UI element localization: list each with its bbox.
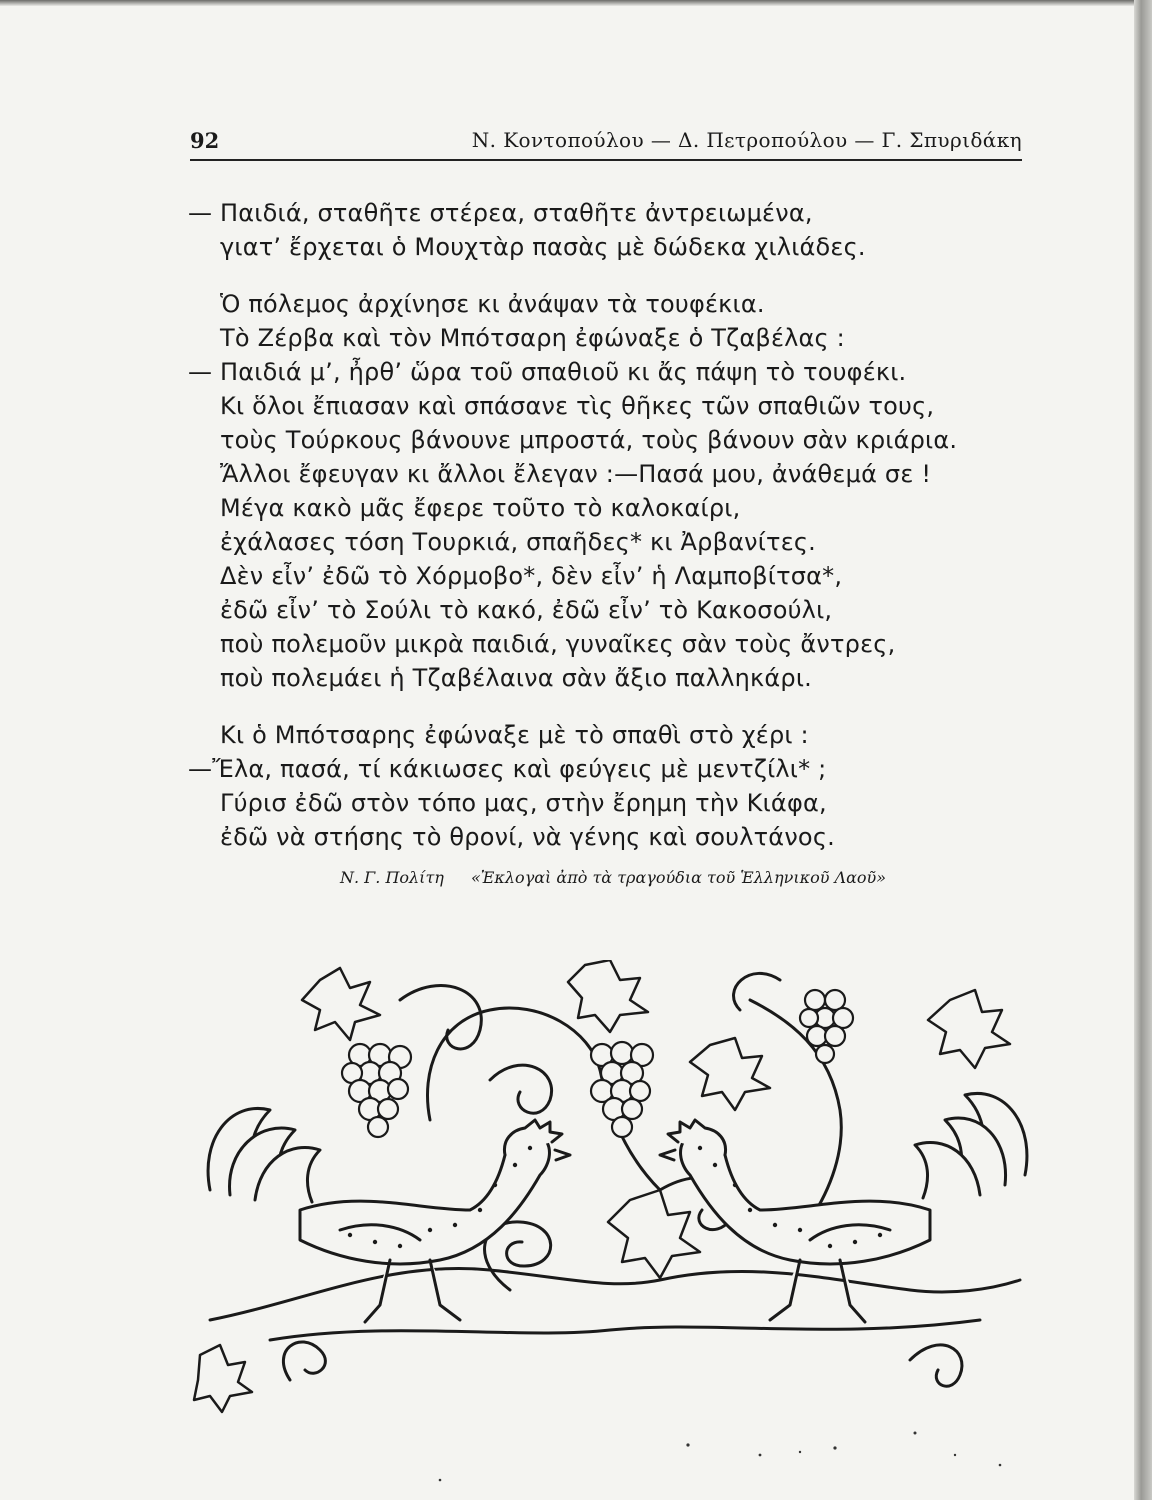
scan-top-edge <box>0 0 1152 6</box>
poem-line: ἐχάλασες τόση Τουρκιά, σπαῆδες* κι Ἀρβανίτες. <box>220 528 816 556</box>
page-binding-shadow <box>1134 0 1152 1500</box>
poem-line: ἐδῶ εἶν’ τὸ Σούλι τὸ κακό, ἐδῶ εἶν’ τὸ Κακοσούλι, <box>220 596 833 624</box>
poem-line: ποὺ πολεμοῦν μικρὰ παιδιά, γυναῖκες σὰν τοὺς ἄντρες, <box>220 630 896 658</box>
poem <box>188 196 1068 854</box>
poem-line: Τὸ Ζέρβα καὶ τὸν Μπότσαρη ἐφώναξε ὁ Τζαβέλας : <box>220 324 845 352</box>
vine-leaf <box>690 1038 770 1110</box>
page-number: 92 <box>190 128 220 153</box>
rooster-right <box>660 1093 1027 1322</box>
running-head: Ν. Κοντοπούλου — Δ. Πετροπούλου — Γ. Σπυριδάκη <box>471 128 1022 152</box>
page-header <box>190 128 1022 164</box>
vine-leaf <box>302 968 380 1040</box>
rooster-vine-illustration <box>190 960 1040 1430</box>
poem-line: Ὁ πόλεμος ἀρχίνησε κι ἀνάψαν τὰ τουφέκια. <box>220 290 765 318</box>
grape-bunch <box>800 990 853 1063</box>
poem-line: Δὲν εἶν’ ἐδῶ τὸ Χόρμοβο*, δὲν εἶν’ ἡ Λαμποβίτσα*, <box>220 562 843 590</box>
poem-line: τοὺς Τούρκους βάνουνε μπροστά, τοὺς βάνουν σὰν κριάρια. <box>220 426 958 454</box>
poem-line: Κι ὅλοι ἔπιασαν καὶ σπάσανε τὶς θῆκες τῶν σπαθιῶν τους, <box>220 392 935 420</box>
vine-leaf <box>928 990 1010 1068</box>
citation-source: «Ἐκλογαὶ ἀπὸ τὰ τραγούδια τοῦ Ἑλληνικοῦ Λαοῦ» <box>470 868 887 887</box>
poem-line: Μέγα κακὸ μᾶς ἔφερε τοῦτο τὸ καλοκαίρι, <box>220 494 741 522</box>
tendril <box>490 1065 552 1113</box>
poem-line: —Ἔλα, πασά, τί κάκιωσες καὶ φεύγεις μὲ μεντζίλι* ; <box>188 755 827 783</box>
poem-line: Κι ὁ Μπότσαρης ἐφώναξε μὲ τὸ σπαθὶ στὸ χέρι : <box>220 721 809 749</box>
grape-bunch <box>342 1044 411 1137</box>
poem-line: Γύρισ ἐδῶ στὸν τόπο μας, στὴν ἔρημη τὴν Κιάφα, <box>220 789 827 817</box>
tendril <box>910 1345 962 1386</box>
vine-stem <box>428 1008 601 1120</box>
header-rule <box>190 159 1022 161</box>
citation <box>340 868 1040 887</box>
vine-leaf <box>568 960 648 1032</box>
poem-line: Ἄλλοι ἔφευγαν κι ἄλλοι ἔλεγαν :—Πασά μου, ἀνάθεμά σε ! <box>220 460 932 488</box>
vine-leaf <box>608 1190 700 1278</box>
stanza-3 <box>188 718 1068 854</box>
tendril <box>283 1342 325 1380</box>
stanza-1 <box>188 196 1068 264</box>
vine-stem <box>210 1268 1020 1320</box>
poem-line: — Παιδιά, σταθῆτε στέρεα, σταθῆτε ἀντρειωμένα, <box>188 199 813 227</box>
citation-author: Ν. Γ. Πολίτη <box>340 868 444 887</box>
poem-line: γιατ’ ἔρχεται ὁ Μουχτὰρ πασὰς μὲ δώδεκα χιλιάδες. <box>220 233 866 261</box>
vine-leaf <box>194 1345 252 1412</box>
vine-stem <box>270 1320 980 1340</box>
stanza-2 <box>188 287 1068 695</box>
grape-bunch <box>591 1042 653 1137</box>
poem-line: — Παιδιά μ’, ἦρθ’ ὥρα τοῦ σπαθιοῦ κι ἄς πάψη τὸ τουφέκι. <box>188 358 907 386</box>
rooster-left <box>208 1108 570 1322</box>
poem-line: ποὺ πολεμάει ἡ Τζαβέλαινα σὰν ἄξιο παλληκάρι. <box>220 664 812 692</box>
poem-line: ἐδῶ νὰ στήσης τὸ θρονί, νὰ γένης καὶ σουλτάνος. <box>220 823 835 851</box>
